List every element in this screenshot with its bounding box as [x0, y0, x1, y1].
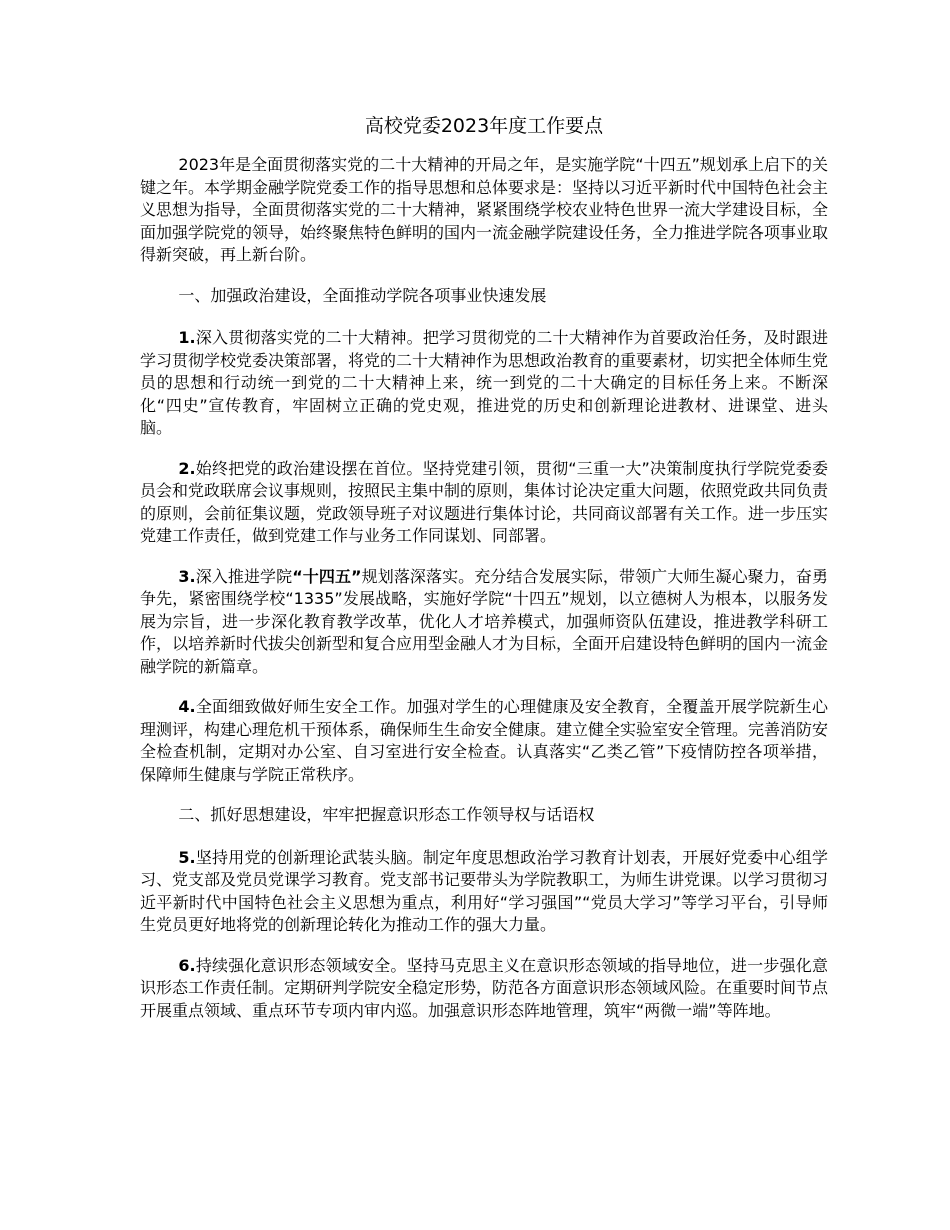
document-body	[140, 112, 828, 1040]
item-paragraph-5	[140, 847, 828, 937]
item-number: 4.	[178, 697, 196, 716]
item-paragraph-6	[140, 955, 828, 1023]
item-text-post: 规划落深落实。充分结合发展实际，带领广大师生凝心聚力，奋勇争先，紧密围绕学校“1335”发展战略，实施好学院“十四五”规划，以立德树人为根本，以服务发展为宗旨，进一步深化教育教学改革，优化人才培养模式，加强师资队伍建设，推进教学科研工作，以培养新时代拔尖创新型和复合应用型金融人才为目标，全面开启建设特色鲜明的国内一流金融学院的新篇章。	[140, 566, 829, 676]
item-text: 坚持用党的创新理论武装头脑。制定年度思想政治学习教育计划表，开展好党委中心组学习、党支部及党员党课学习教育。党支部书记要带头为学院教职工，为师生讲党课。以学习贯彻习近平新时代中国特色社会主义思想为重点，利用好“学习强国”“党员大学习”等学习平台，引导师生党员更好地将党的创新理论转化为推动工作的强大力量。	[140, 847, 829, 934]
item-text: 全面细致做好师生安全工作。加强对学生的心理健康及安全教育，全覆盖开展学院新生心理测评，构建心理危机干预体系，确保师生生命安全健康。建立健全实验室安全管理。完善消防安全检查机制，定期对办公室、自习室进行安全检查。认真落实“乙类乙管”下疫情防控各项举措，保障师生健康与学院正常秩序。	[140, 697, 829, 784]
item-number: 6.	[178, 955, 196, 975]
section-heading-1: 一、加强政治建设，全面推动学院各项事业快速发展	[178, 285, 547, 305]
item-text-bold: “十四五”	[292, 566, 362, 586]
item-paragraph-2	[140, 458, 828, 548]
item-paragraph-4	[140, 696, 828, 786]
item-number: 5.	[178, 847, 196, 867]
intro-paragraph: 2023年是全面贯彻落实党的二十大精神的开局之年，是实施学院“十四五”规划承上启下的关键之年。本学期金融学院党委工作的指导思想和总体要求是：坚持以习近平新时代中国特色社会主义思想为指导，全面贯彻落实党的二十大精神，紧紧围绕学校农业特色世界一流大学建设目标，全面加强学院党的领导，始终聚焦特色鲜明的国内一流金融学院建设任务，全力推进学院各项事业取得新突破，再上新台阶。	[140, 155, 829, 264]
item-paragraph-3	[140, 566, 828, 679]
section-heading-2: 二、抓好思想建设，牢牢把握意识形态工作领导权与话语权	[178, 805, 595, 824]
document-title: 高校党委2023年度工作要点	[364, 115, 604, 137]
item-text-pre: 深入推进学院	[195, 566, 293, 586]
item-number: 3.	[178, 566, 196, 586]
item-number: 2.	[178, 458, 196, 478]
item-paragraph-1	[140, 327, 828, 440]
item-text: 始终把党的政治建设摆在首位。坚持党建引领，贯彻“三重一大”决策制度执行学院党委委员会和党政联席会议事规则，按照民主集中制的原则，集体讨论决定重大问题，依照党政共同负责的原则，会前征集议题，党政领导班子对议题进行集体讨论，共同商议部署有关工作。进一步压实党建工作责任，做到党建工作与业务工作同谋划、同部署。	[140, 458, 829, 545]
item-text: 深入贯彻落实党的二十大精神。把学习贯彻党的二十大精神作为首要政治任务，及时跟进学习贯彻学校党委决策部署，将党的二十大精神作为思想政治教育的重要素材，切实把全体师生党员的思想和行动统一到党的二十大精神上来，统一到党的二十大确定的目标任务上来。不断深化“四史”宣传教育，牢固树立正确的党史观，推进党的历史和创新理论进教材、进课堂、进头脑。	[140, 328, 829, 437]
item-text: 持续强化意识形态领域安全。坚持马克思主义在意识形态领域的指导地位，进一步强化意识形态工作责任制。定期研判学院安全稳定形势，防范各方面意识形态领域风险。在重要时间节点开展重点领域、重点环节专项内审内巡。加强意识形态阵地管理，筑牢“两微一端”等阵地。	[140, 955, 829, 1020]
item-number: 1.	[178, 328, 196, 347]
